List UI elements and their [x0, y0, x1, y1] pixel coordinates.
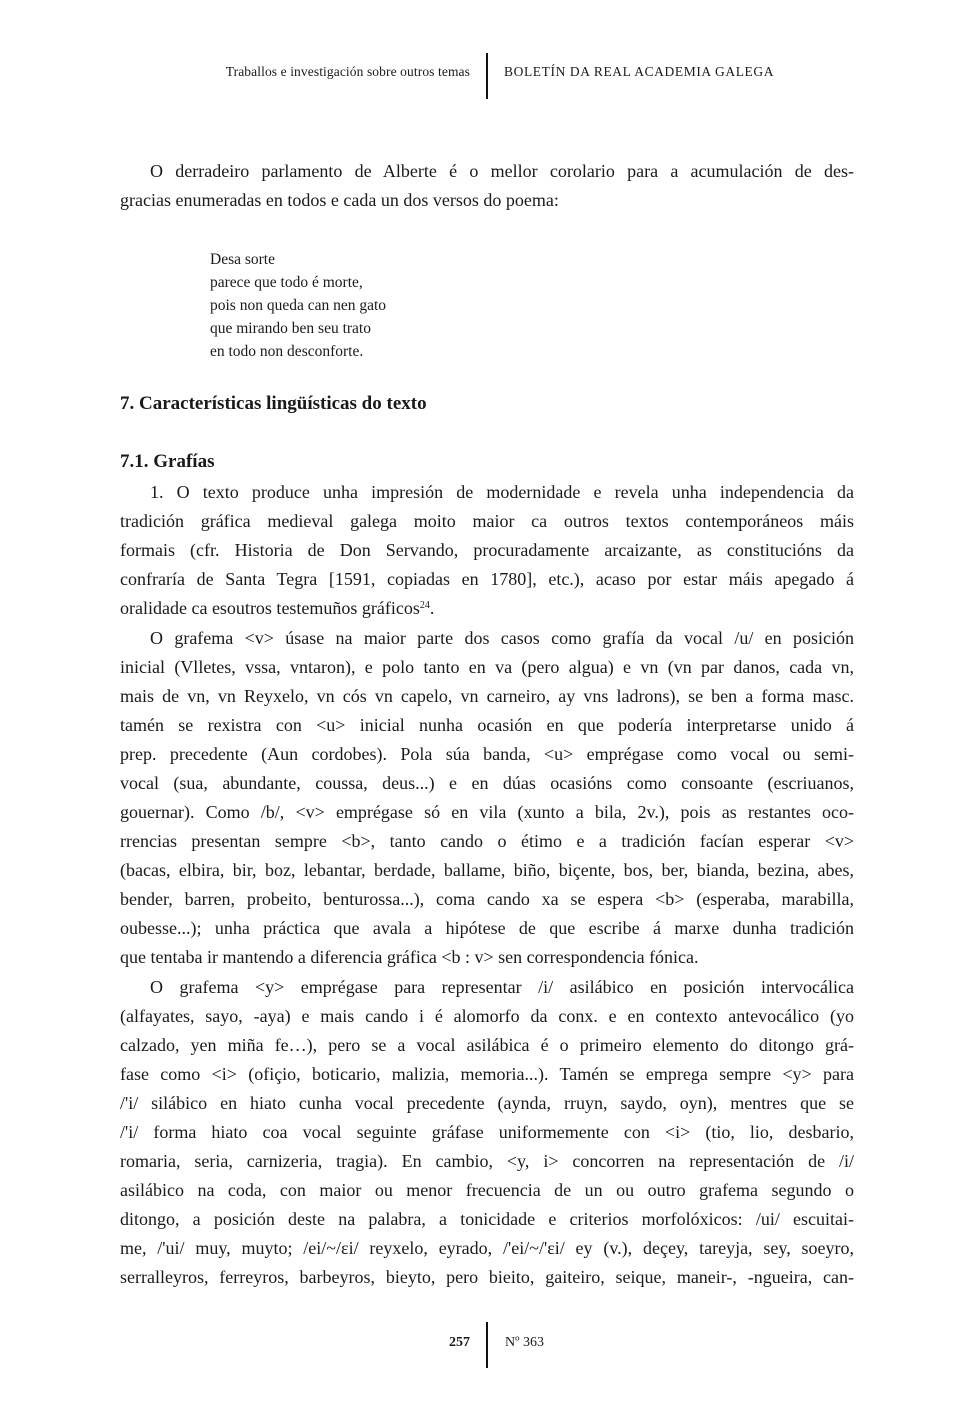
- running-head-section: Traballos e investigación sobre outros temas: [225, 64, 470, 79]
- subsection-heading: 7.1. Grafías: [120, 451, 215, 472]
- footer-divider: [486, 1322, 488, 1368]
- text-line: que tentaba ir mantendo a diferencia gráfica <b : v> sen correspondencia fónica.: [120, 947, 699, 967]
- text-line: gracias enumeradas en todos e cada un dos versos do poema:: [120, 190, 559, 210]
- text-line: formais (cfr. Historia de Don Servando, procuradamente arcaizante, as constitucións da: [120, 540, 854, 560]
- text-line: (bacas, elbira, bir, boz, lebantar, berdade, ballame, biño, biçente, bos, ber, bianda, bezina, abes,: [120, 860, 854, 880]
- text-line: /'i/ forma hiato coa vocal seguinte gráfase uniformemente con <i> (tio, lio, desbario,: [120, 1122, 854, 1142]
- text-line: mais de vn, vn Reyxelo, vn cós vn capelo, vn carneiro, ay vns ladrons), se ben a forma masc.: [120, 686, 854, 706]
- text-line: O grafema <y> emprégase para representar /i/ asilábico en posición intervocálica: [150, 977, 854, 997]
- poem-quote: [210, 248, 386, 363]
- text-line: /'i/ silábico en hiato cunha vocal precedente (aynda, rruyn, saydo, oyn), mentres que se: [120, 1093, 854, 1113]
- issue-number: Nº 363: [505, 1335, 544, 1350]
- text-line: asilábico na coda, con maior ou menor frecuencia de un ou outro grafema segundo o: [120, 1180, 854, 1200]
- text-line: O grafema <v> úsase na maior parte dos casos como grafía da vocal /u/ en posición: [150, 628, 854, 648]
- poem-line: Desa sorte: [210, 251, 275, 268]
- poem-line: parece que todo é morte,: [210, 274, 363, 291]
- text-line: oubesse...); unha práctica que avala a hipótese de que escribe á marxe dunha tradición: [120, 918, 854, 938]
- text-line: prep. precedente (Aun cordobes). Pola súa banda, <u> emprégase como vocal ou semi-: [120, 744, 854, 764]
- text-line: calzado, yen miña fe…), pero se a vocal asilábica é o primeiro elemento do ditongo grá-: [120, 1035, 854, 1055]
- text-line: rrencias presentan sempre <b>, tanto cando o étimo e a tradición facían esperar <v>: [120, 831, 854, 851]
- poem-line: pois non queda can nen gato: [210, 297, 387, 314]
- text-line: serralleyros, ferreyros, barbeyros, bieyto, pero bieito, gaiteiro, seique, maneir-, -ngueira, can-: [120, 1267, 854, 1287]
- text-line: vocal (sua, abundante, coussa, deus...) e en dúas ocasións como consoante (escriuanos,: [120, 773, 854, 793]
- header-divider: [486, 53, 488, 99]
- footnote-ref[interactable]: 24: [419, 600, 430, 611]
- text-line: fase como <i> (ofiçio, boticario, malizia, memoria...). Tamén se emprega sempre <y> para: [120, 1064, 854, 1084]
- text-line: 1. O texto produce unha impresión de modernidade e revela unha independencia da: [150, 482, 854, 502]
- text-line: oralidade ca esoutros testemuños gráficos$^{24}$.: [120, 598, 435, 618]
- text-line: ditongo, a posición deste na palabra, a tonicidade e criterios morfolóxicos: /ui/ escuitai-: [120, 1209, 854, 1229]
- page-number: 257: [449, 1335, 470, 1350]
- text-line: (alfayates, sayo, -aya) e mais cando i é alomorfo da conx. e en contexto antevocálico (yo: [120, 1006, 854, 1026]
- text-line: inicial (Vlletes, vssa, vntaron), e polo tanto en va (pero algua) e vn (vn par danos, cada vn,: [120, 657, 854, 677]
- text-line: me, /'ui/ muy, muyto; /ei/~/εi/ reyxelo, eyrado, /'ei/~/'εi/ ey (v.), deçey, tareyja, sey, soeyro,: [120, 1238, 854, 1258]
- text-line: O derradeiro parlamento de Alberte é o mellor corolario para a acumulación de des-: [150, 161, 854, 181]
- text-line: confraría de Santa Tegra [1591, copiadas en 1780], etc.), acaso por estar máis apegado á: [120, 569, 854, 589]
- text-line: bender, barren, probeito, benturossa...), coma cando xa se espera <b> (esperaba, marabilla,: [120, 889, 854, 909]
- text-line: tamén se rexistra con <u> inicial nunha ocasión en que podería interpretarse unido á: [120, 715, 854, 735]
- text-line: gouernar). Como /b/, <v> emprégase só en vila (xunto a bila, 2v.), pois as restantes oco-: [120, 802, 854, 822]
- section-heading: 7. Características lingüísticas do texto: [120, 393, 427, 414]
- running-head-journal: BOLETÍN DA REAL ACADEMIA GALEGA: [504, 64, 775, 79]
- poem-line: en todo non desconforte.: [210, 343, 364, 360]
- text-line: tradición gráfica medieval galega moito maior ca outros textos contemporáneos máis: [120, 511, 854, 531]
- poem-line: que mirando ben seu trato: [210, 320, 371, 337]
- text-line: romaria, seria, carnizeria, tragia). En cambio, <y, i> concorren na representación de /i/: [120, 1151, 854, 1171]
